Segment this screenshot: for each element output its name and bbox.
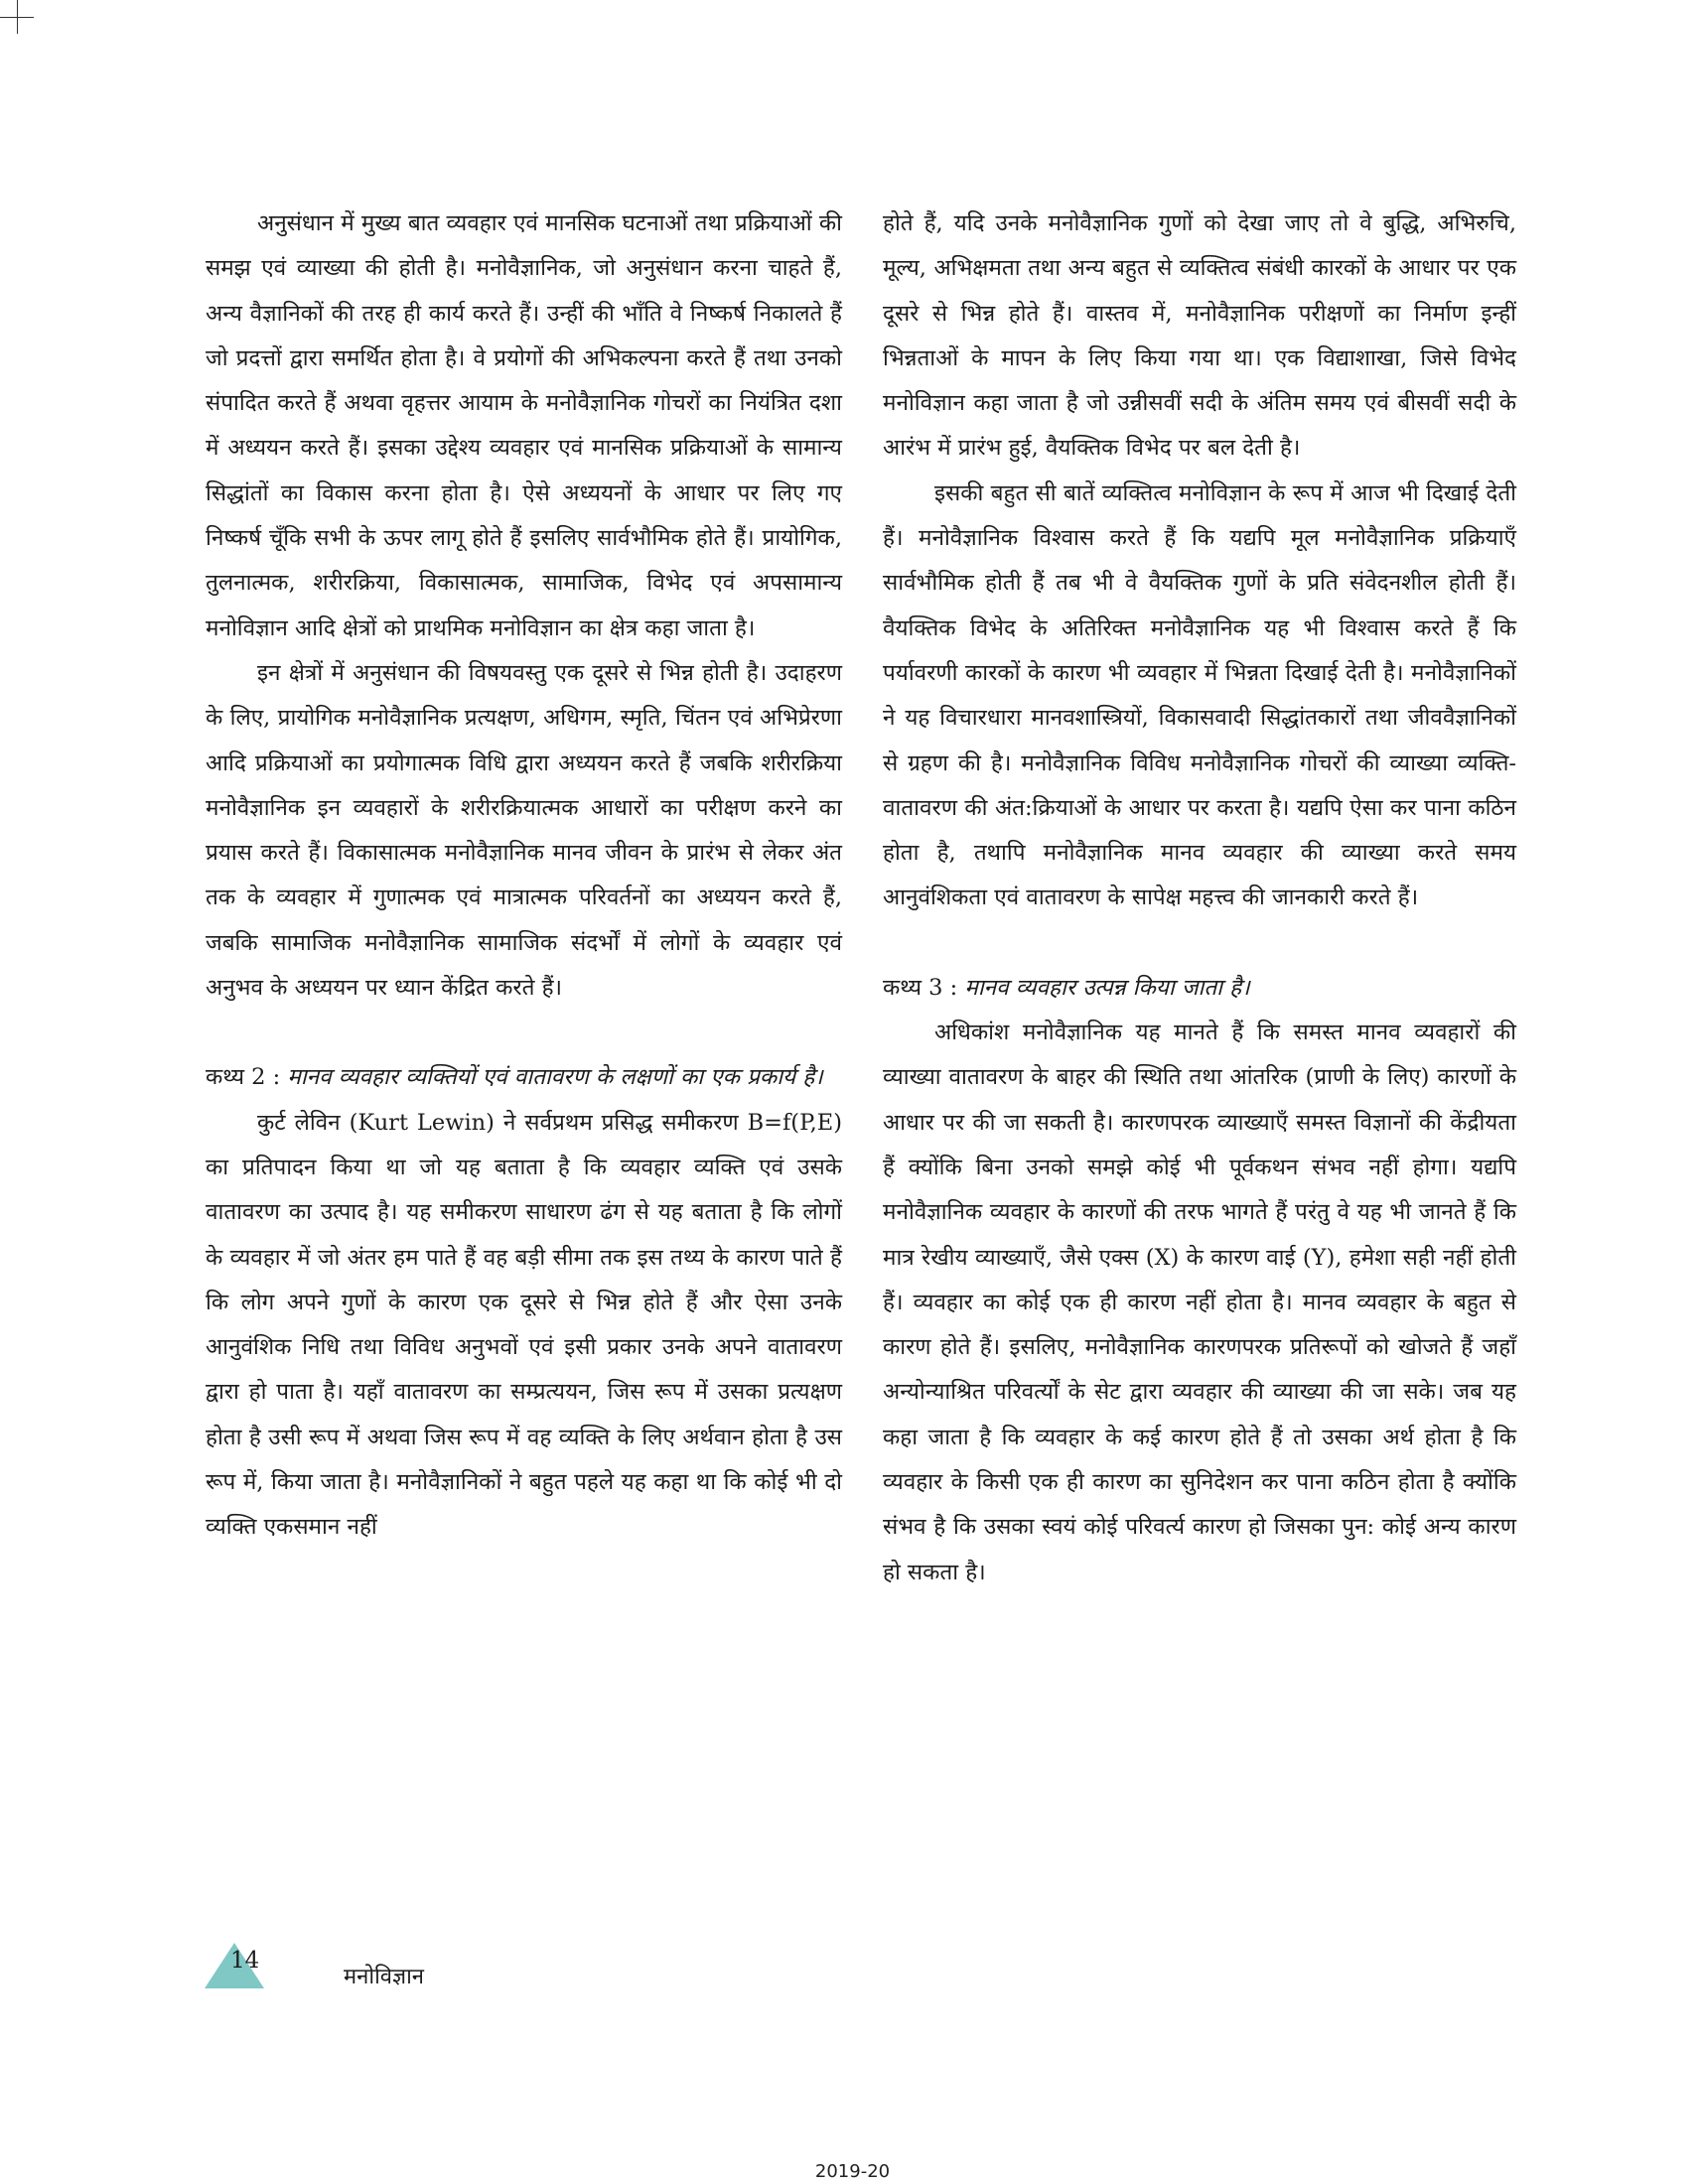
left-paragraph-3: कुर्ट लेविन (Kurt Lewin) ने सर्वप्रथम प्रसिद्ध समीकरण B=f(P,E) का प्रतिपादन किया था जो यह बताता है कि व्यवहार व्यक्ति एवं उसके वातावरण का उत्पाद है। यह समीकरण साधारण ढंग से यह बताता है कि लोगों के व्यवहार में जो अंतर हम पाते हैं वह बड़ी सीमा तक इस तथ्य के कारण पाते हैं कि लोग अपने गुणों के कारण एक दूसरे से भिन्न होते हैं और ऐसा उनके आनुवंशिक निधि तथा विविध अनुभवों एवं इसी प्रकार उनके अपने वातावरण द्वारा हो पाता है। यहाँ वातावरण का सम्प्रत्ययन, जिस रूप में उसका प्रत्यक्षण होता है उसी रूप में अथवा जिस रूप में वह व्यक्ति के लिए अर्थवान होता है उस रूप में, किया जाता है। मनोवैज्ञानिकों ने बहुत पहले यह कहा था कि कोई भी दो व्यक्ति एकसमान नहीं <box>206 1109 842 1541</box>
edition-year: 2019-20 <box>814 2161 891 2182</box>
statement-2-heading <box>206 1055 842 1100</box>
section-gap <box>883 921 1516 966</box>
right-paragraph-2: इसकी बहुत सी बातें व्यक्तित्व मनोविज्ञान के रूप में आज भी दिखाई देती हैं। मनोवैज्ञानिक विश्वास करते हैं कि यद्यपि मूल मनोवैज्ञानिक प्रक्रियाएँ सार्वभौमिक होती हैं तब भी वे वैयक्तिक गुणों के प्रति संवेदनशील होती हैं। वैयक्तिक विभेद के अतिरिक्त मनोवैज्ञानिक यह भी विश्वास करते हैं कि पर्यावरणी कारकों के कारण भी व्यवहार में भिन्नता दिखाई देती है। मनोवैज्ञानिकों ने यह विचारधारा मानवशास्त्रियों, विकासवादी सिद्धांतकारों तथा जीववैज्ञानिकों से ग्रहण की है। मनोवैज्ञानिक विविध मनोवैज्ञानिक गोचरों की व्याख्या व्यक्ति-वातावरण की अंत:क्रियाओं के आधार पर करता है। यद्यपि ऐसा कर पाना कठिन होता है, तथापि मनोवैज्ञानिक मानव व्यवहार की व्याख्या करते समय आनुवंशिकता एवं वातावरण के सापेक्ष महत्त्व की जानकारी करते हैं। <box>883 479 1516 911</box>
statement-3-heading <box>883 966 1516 1011</box>
statement-2-text: मानव व्यवहार व्यक्तियों एवं वातावरण के लक्षणों का एक प्रकार्य है। <box>287 1064 823 1091</box>
statement-3-label: कथ्य 3 : <box>883 974 958 1001</box>
left-paragraph-1: अनुसंधान में मुख्य बात व्यवहार एवं मानसिक घटनाओं तथा प्रक्रियाओं की समझ एवं व्याख्या की होती है। मनोवैज्ञानिक, जो अनुसंधान करना चाहते हैं, अन्य वैज्ञानिकों की तरह ही कार्य करते हैं। उन्हीं की भाँति वे निष्कर्ष निकालते हैं जो प्रदत्तों द्वारा समर्थित होता है। वे प्रयोगों की अभिकल्पना करते हैं तथा उनको संपादित करते हैं अथवा वृहत्तर आयाम के मनोवैज्ञानिक गोचरों का नियंत्रित दशा में अध्ययन करते हैं। इसका उद्देश्य व्यवहार एवं मानसिक प्रक्रियाओं के सामान्य सिद्धांतों का विकास करना होता है। ऐसे अध्ययनों के आधार पर लिए गए निष्कर्ष चूँकि सभी के ऊपर लागू होते हैं इसलिए सार्वभौमिक होते हैं। प्रायोगिक, तुलनात्मक, शरीरक्रिया, विकासात्मक, सामाजिक, विभेद एवं अपसामान्य मनोविज्ञान आदि क्षेत्रों को प्राथमिक मनोविज्ञान का क्षेत्र कहा जाता है। <box>206 210 842 641</box>
statement-2-label: कथ्य 2 : <box>206 1064 281 1091</box>
page-number: 14 <box>230 1948 260 1974</box>
right-paragraph-3: अधिकांश मनोवैज्ञानिक यह मानते हैं कि समस्त मानव व्यवहारों की व्याख्या वातावरण के बाहर की स्थिति तथा आंतरिक (प्राणी के लिए) कारणों के आधार पर की जा सकती है। कारणपरक व्याख्याएँ समस्त विज्ञानों की केंद्रीयता हैं क्योंकि बिना उनको समझे कोई भी पूर्वकथन संभव नहीं होगा। यद्यपि मनोवैज्ञानिक व्यवहार के कारणों की तरफ भागते हैं परंतु वे यह भी जानते हैं कि मात्र रेखीय व्याख्याएँ, जैसे एक्स (X) के कारण वाई (Y), हमेशा सही नहीं होती हैं। व्यवहार का कोई एक ही कारण नहीं होता है। मानव व्यवहार के बहुत से कारण होते हैं। इसलिए, मनोवैज्ञानिक कारणपरक प्रतिरूपों को खोजते हैं जहाँ अन्योन्याश्रित परिवर्त्यों के सेट द्वारा व्यवहार की व्याख्या की जा सके। जब यह कहा जाता है कि व्यवहार के कई कारण होते हैं तो उसका अर्थ होता है कि व्यवहार के किसी एक ही कारण का सुनिदेशन कर पाना कठिन होता है क्योंकि संभव है कि उसका स्वयं कोई परिवर्त्य कारण हो जिसका पुन: कोई अन्य कारण हो सकता है। <box>883 1020 1516 1585</box>
right-paragraph-1: होते हैं, यदि उनके मनोवैज्ञानिक गुणों को देखा जाए तो वे बुद्धि, अभिरुचि, मूल्य, अभिक्षमता तथा अन्य बहुत से व्यक्तित्व संबंधी कारकों के आधार पर एक दूसरे से भिन्न होते हैं। वास्तव में, मनोवैज्ञानिक परीक्षणों का निर्माण इन्हीं भिन्नताओं के मापन के लिए किया गया था। एक विद्याशाखा, जिसे विभेद मनोविज्ञान कहा जाता है जो उन्नीसवीं सदी के अंतिम समय एवं बीसवीं सदी के आरंभ में प्रारंभ हुई, वैयक्तिक विभेद पर बल देती है। <box>883 210 1516 462</box>
statement-3-text: मानव व्यवहार उत्पन्न किया जाता है। <box>964 974 1250 1001</box>
book-title: मनोविज्ञान <box>344 1965 425 1989</box>
left-column <box>206 202 842 1551</box>
section-gap <box>206 1011 842 1055</box>
right-column <box>883 202 1516 1595</box>
left-paragraph-2: इन क्षेत्रों में अनुसंधान की विषयवस्तु एक दूसरे से भिन्न होती है। उदाहरण के लिए, प्रायोगिक मनोवैज्ञानिक प्रत्यक्षण, अधिगम, स्मृति, चिंतन एवं अभिप्रेरणा आदि प्रक्रियाओं का प्रयोगात्मक विधि द्वारा अध्ययन करते हैं जबकि शरीरक्रिया मनोवैज्ञानिक इन व्यवहारों के शरीरक्रियात्मक आधारों का परीक्षण करने का प्रयास करते हैं। विकासात्मक मनोवैज्ञानिक मानव जीवन के प्रारंभ से लेकर अंत तक के व्यवहार में गुणात्मक एवं मात्रात्मक परिवर्तनों का अध्ययन करते हैं, जबकि सामाजिक मनोवैज्ञानिक सामाजिक संदर्भों में लोगों के व्यवहार एवं अनुभव के अध्ययन पर ध्यान केंद्रित करते हैं। <box>206 659 842 1002</box>
